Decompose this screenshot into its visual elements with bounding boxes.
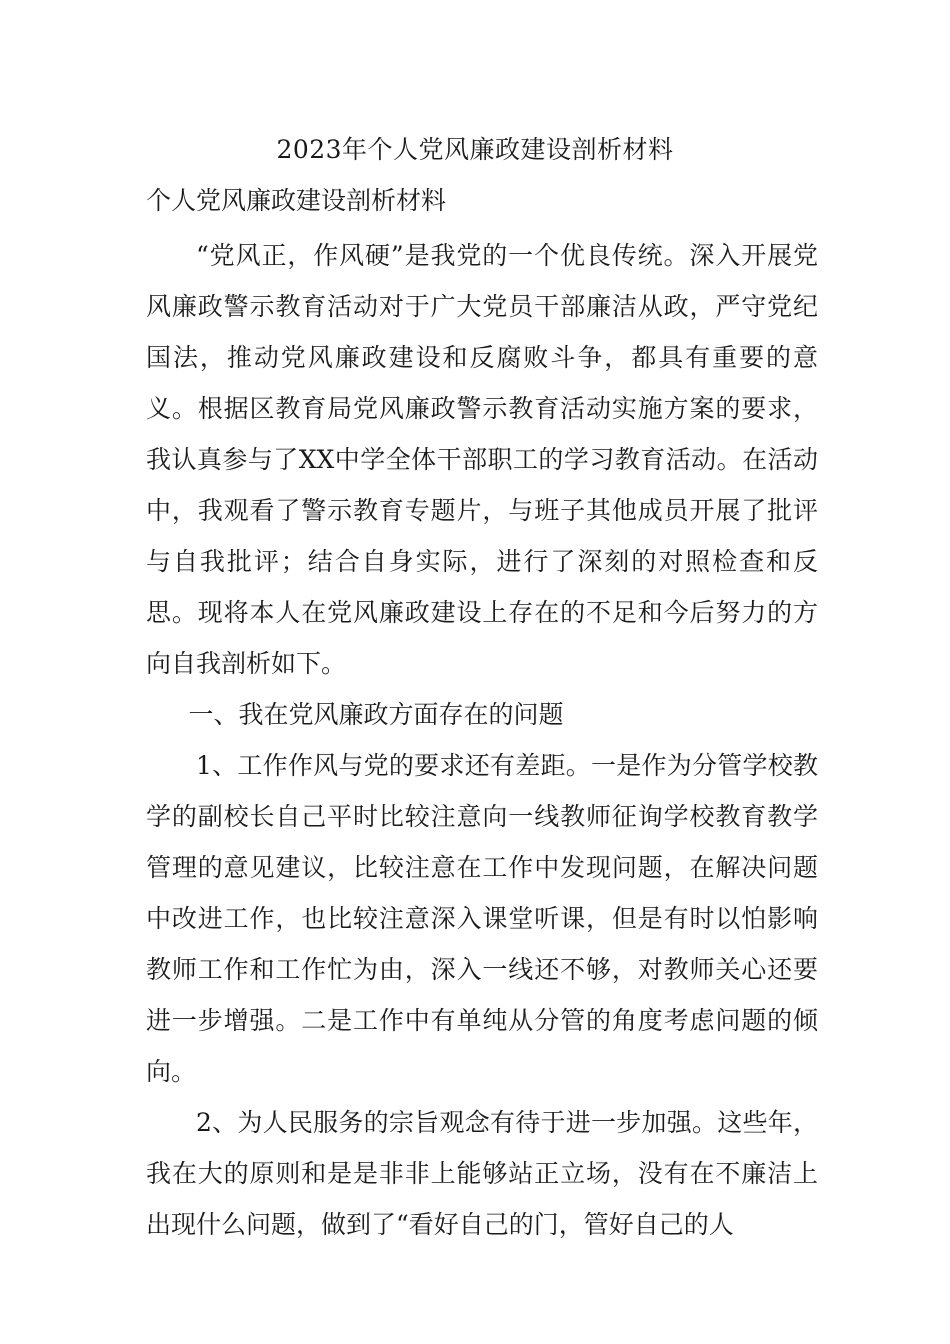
document-body [146, 230, 818, 1250]
paragraph-item-2: 2、为人民服务的宗旨观念有待于进一步加强。这些年，我在大的原则和是是非非上能够站正立场，没有在不廉洁上出现什么问题，做到了“看好自己的门，管好自己的人 [146, 1108, 818, 1239]
document-subtitle: 个人党风廉政建设剖析材料 [146, 186, 447, 215]
paragraph-intro: “党风正，作风硬”是我党的一个优良传统。深入开展党风廉政警示教育活动对于广大党员干部廉洁从政，严守党纪国法，推动党风廉政建设和反腐败斗争，都具有重要的意义。根据区教育局党风廉政警示教育活动实施方案的要求，我认真参与了XX中学全体干部职工的学习教育活动。在活动中，我观看了警示教育专题片，与班子其他成员开展了批评与自我批评；结合自身实际，进行了深刻的对照检查和反思。现将本人在党风廉政建设上存在的不足和今后努力的方向自我剖析如下。 [146, 241, 818, 678]
section-heading: 一、我在党风廉政方面存在的问题 [188, 700, 564, 729]
paragraph-item-1: 1、工作作风与党的要求还有差距。一是作为分管学校教学的副校长自己平时比较注意向一线教师征询学校教育教学管理的意见建议，比较注意在工作中发现问题，在解决问题中改进工作，也比较注意深入课堂听课，但是有时以怕影响教师工作和工作忙为由，深入一线还不够，对教师关心还要进一步增强。二是工作中有单纯从分管的角度考虑问题的倾向。 [146, 751, 818, 1086]
document-title: 2023年个人党风廉政建设剖析材料 [276, 135, 674, 164]
